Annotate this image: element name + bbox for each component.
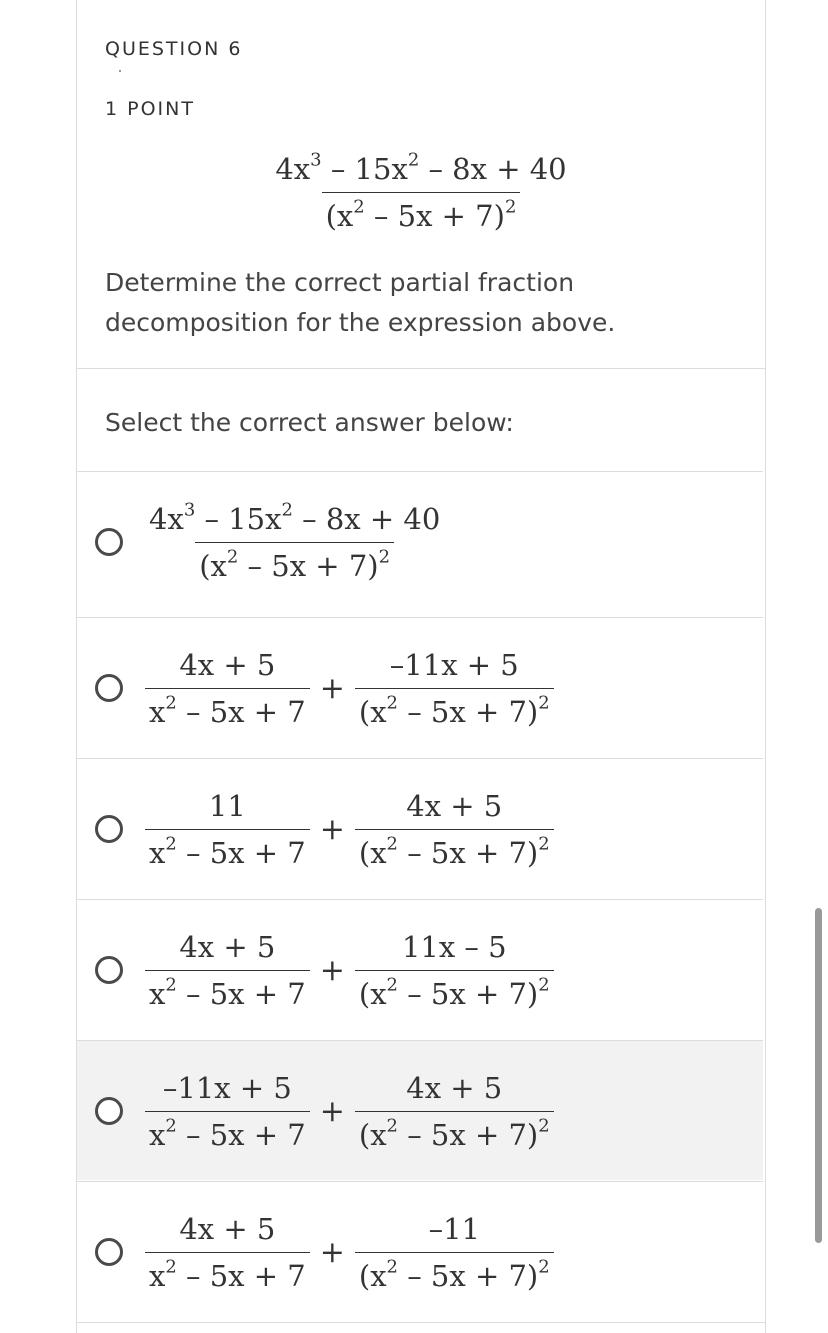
radio-button[interactable] (95, 815, 123, 843)
radio-button[interactable] (95, 1097, 123, 1125)
expression-denominator: $(x^2 - 5x + 7)^2$ (322, 192, 521, 233)
select-answer-label: Select the correct answer below: (105, 408, 514, 437)
question-card (76, 0, 766, 1333)
answer-expression: $\frac{11}{x^2 - 5x + 7}$ + $\frac{4x + 5}{(x^2 - 5x + 7)^2}$ (145, 759, 554, 899)
answer-expression: $\frac{4x + 5}{x^2 - 5x + 7}$ + $\frac{11x - 5}{(x^2 - 5x + 7)^2}$ (145, 900, 554, 1040)
divider (77, 1322, 765, 1323)
question-prompt: Determine the correct partial fraction decomposition for the expression above. (105, 268, 616, 337)
question-points: 1 POINT (105, 98, 195, 120)
question-expression (77, 149, 765, 233)
expression-numerator: $4x^3 - 15x^2 - 8x + 40$ (275, 149, 567, 186)
radio-button[interactable] (95, 956, 123, 984)
answer-expression: $\frac{4x + 5}{x^2 - 5x + 7}$ + $\frac{-11}{(x^2 - 5x + 7)^2}$ (145, 1182, 554, 1322)
answer-option[interactable] (77, 1181, 763, 1321)
radio-button[interactable] (95, 674, 123, 702)
scrollbar[interactable] (815, 908, 822, 1243)
answer-option[interactable] (77, 617, 763, 757)
decorative-dot (119, 70, 121, 72)
answer-expression: $\frac{4x + 5}{x^2 - 5x + 7}$ + $\frac{-11x + 5}{(x^2 - 5x + 7)^2}$ (145, 618, 554, 758)
radio-button[interactable] (95, 528, 123, 556)
answer-option[interactable] (77, 471, 763, 611)
answer-option[interactable] (77, 899, 763, 1039)
answer-option[interactable] (77, 1040, 763, 1180)
answer-expression: $\frac{4x^3 - 15x^2 - 8x + 40}{(x^2 - 5x + 7)^2}$ (149, 499, 441, 583)
question-number: QUESTION 6 (105, 38, 243, 60)
answer-expression: $\frac{-11x + 5}{x^2 - 5x + 7}$ + $\frac{4x + 5}{(x^2 - 5x + 7)^2}$ (145, 1041, 554, 1181)
divider (77, 368, 765, 369)
radio-button[interactable] (95, 1238, 123, 1266)
answer-option[interactable] (77, 758, 763, 898)
